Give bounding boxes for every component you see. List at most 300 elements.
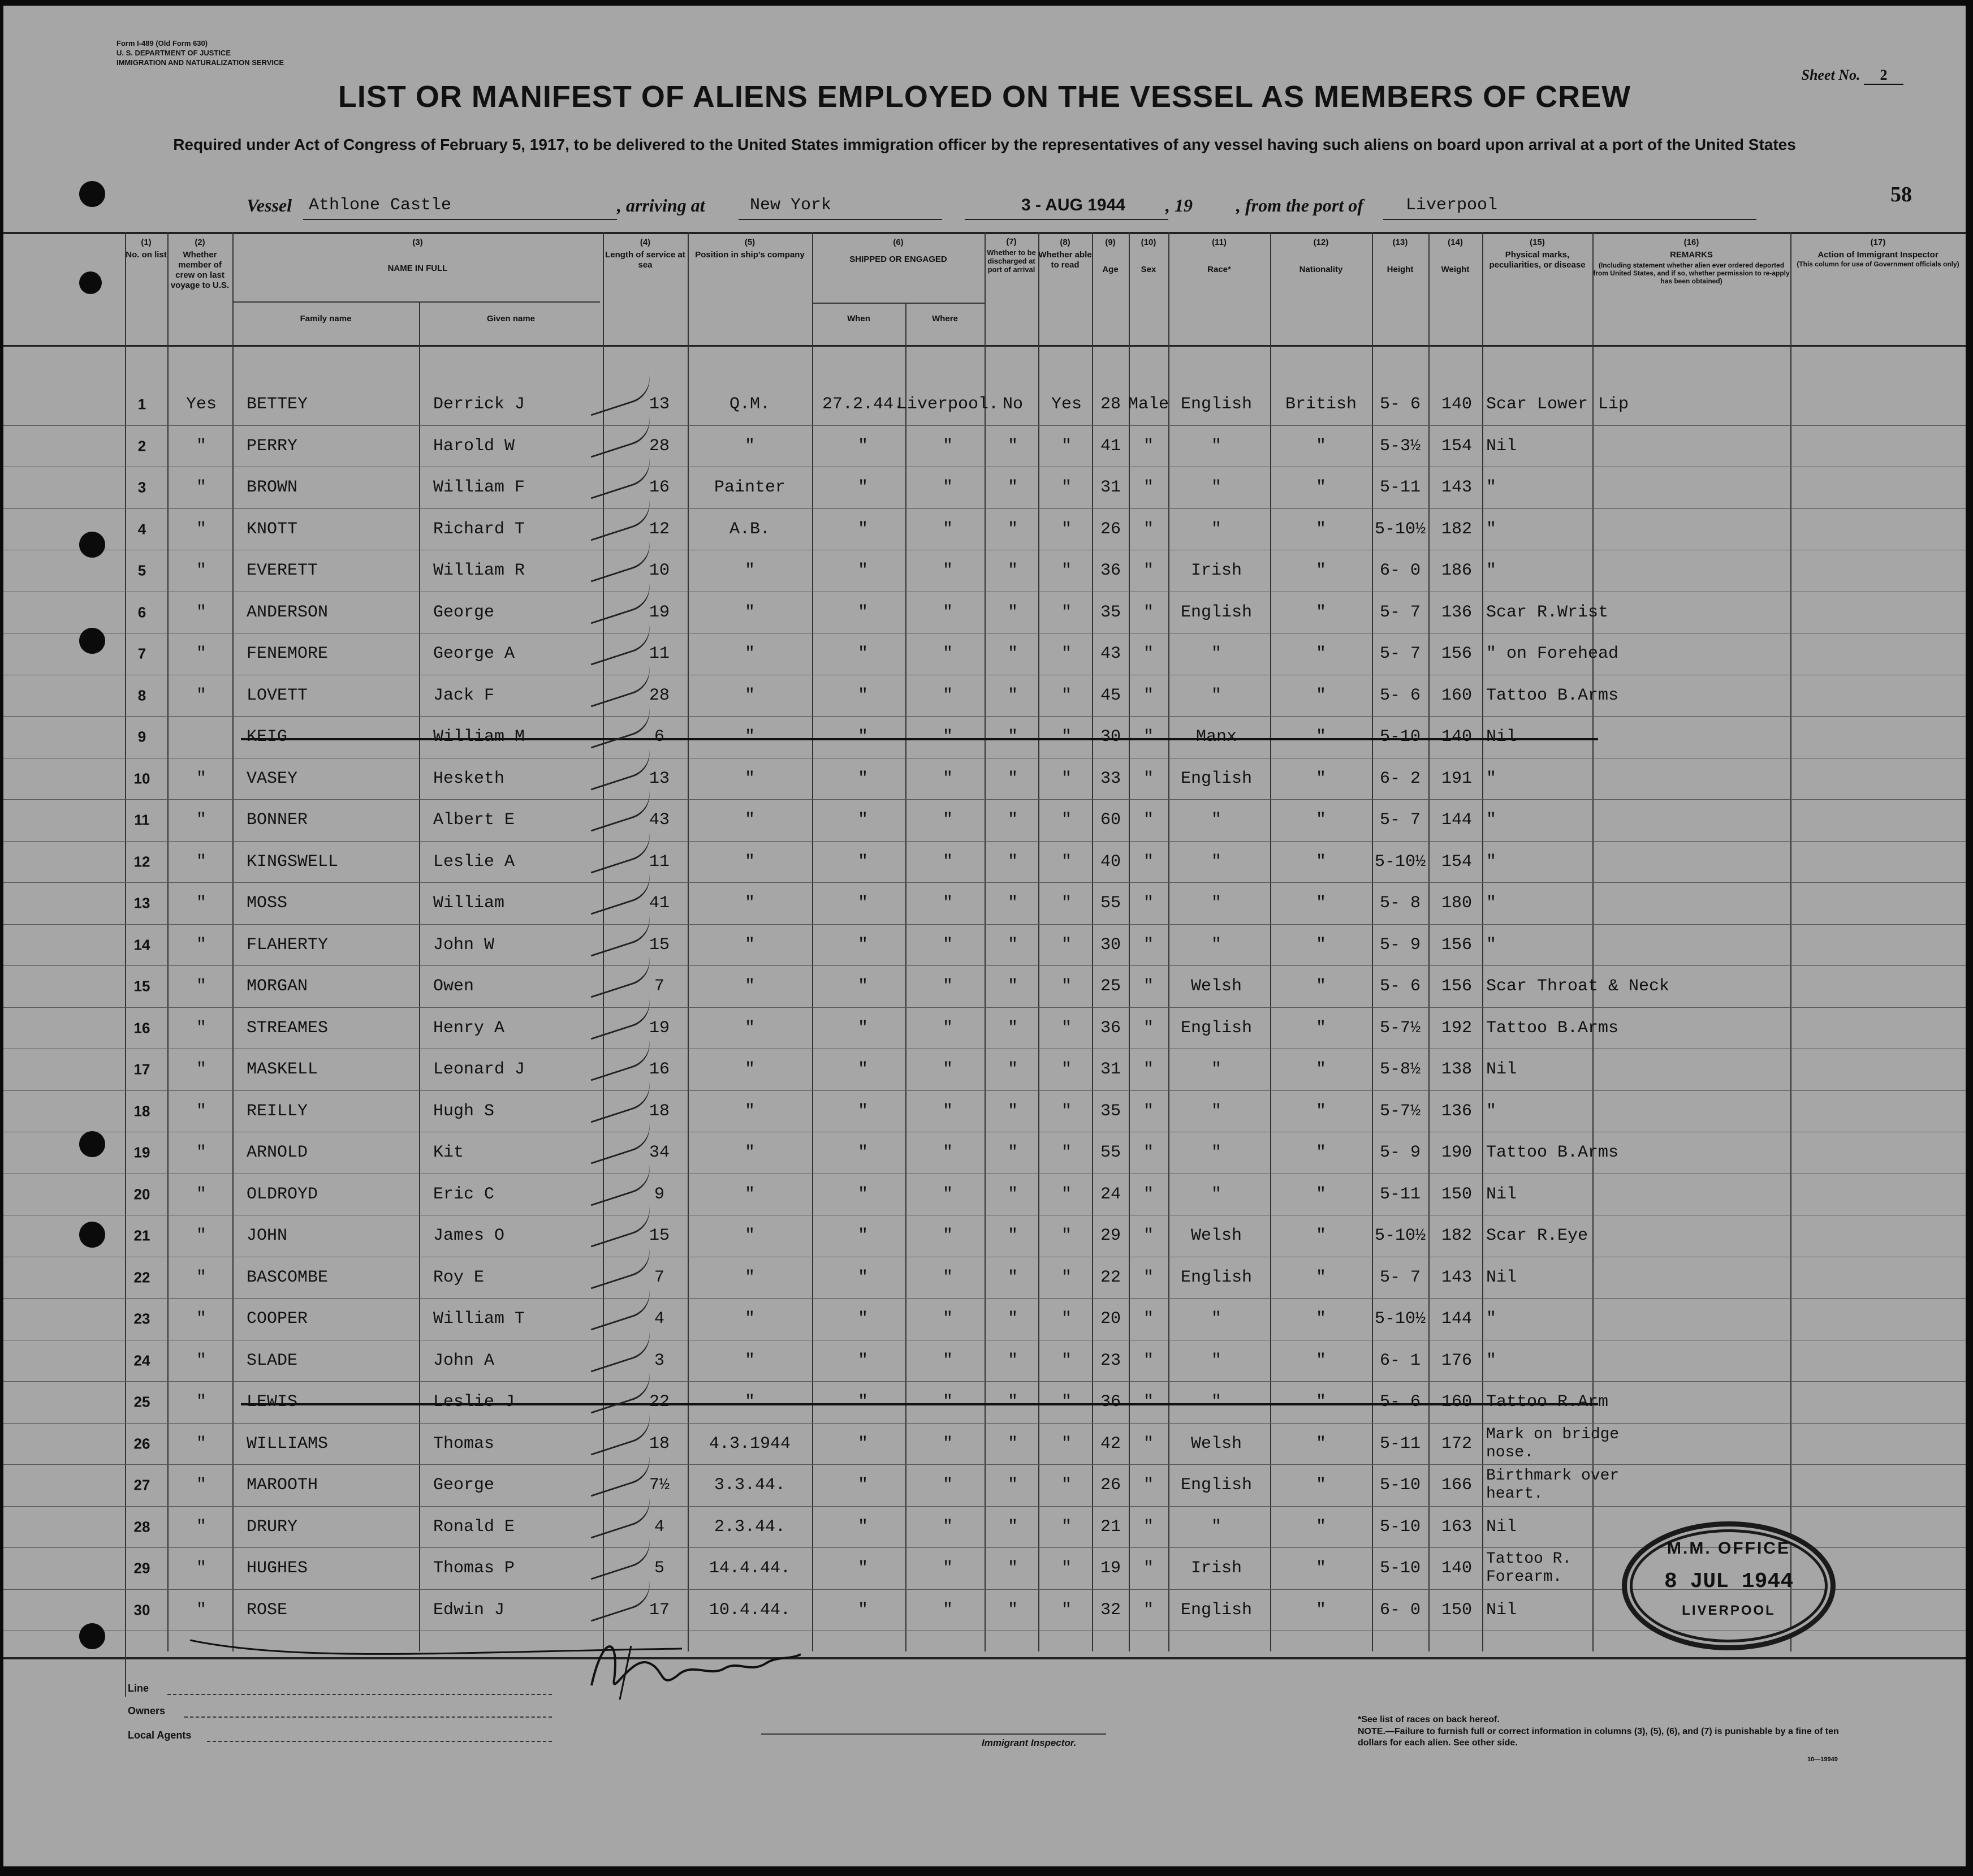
row-number: 17 <box>133 1060 150 1078</box>
able-to-read: " <box>1061 1559 1072 1578</box>
race: English <box>1180 1267 1253 1287</box>
able-to-read: " <box>1061 436 1072 456</box>
punch-hole <box>79 532 105 558</box>
age: 60 <box>1100 810 1121 830</box>
discharged: " <box>1007 1309 1018 1329</box>
shipped-where: " <box>942 727 953 747</box>
column-header: (8) Whether able to read <box>1038 238 1092 270</box>
position: 3.3.44. <box>714 1476 786 1495</box>
shipped-when: " <box>857 727 869 747</box>
length-of-service: 10 <box>649 561 670 580</box>
family-name: BONNER <box>247 810 308 830</box>
agents-label: Local Agents <box>128 1730 192 1741</box>
discharged: " <box>1007 1267 1018 1287</box>
row-number: 11 <box>134 811 150 829</box>
able-to-read: " <box>1061 1143 1072 1162</box>
column-header: (15) Physical marks, peculiarities, or disease <box>1489 238 1586 270</box>
check-mark <box>584 1411 655 1455</box>
check-mark <box>584 663 655 707</box>
weight: 143 <box>1441 478 1473 497</box>
race: " <box>1211 644 1222 663</box>
height: 5-10½ <box>1374 1309 1426 1329</box>
family-name: LOVETT <box>247 685 308 705</box>
vessel-label: Vessel <box>247 195 292 215</box>
race: Irish <box>1190 561 1242 580</box>
height: 5-10 <box>1379 1476 1421 1495</box>
family-name: ANDERSON <box>247 602 329 622</box>
position: " <box>744 561 755 580</box>
discharged: " <box>1007 561 1018 580</box>
previous-voyage: " <box>196 1392 207 1412</box>
able-to-read: " <box>1061 1600 1072 1620</box>
weight: 143 <box>1441 1267 1473 1287</box>
check-mark <box>584 1577 655 1621</box>
column-header: (12) Nationality <box>1299 238 1343 274</box>
able-to-read: " <box>1061 727 1072 747</box>
length-of-service: 28 <box>649 436 670 456</box>
sex: " <box>1143 769 1154 788</box>
family-name: OLDROYD <box>247 1184 318 1204</box>
length-of-service: 17 <box>649 1600 670 1620</box>
physical-marks: Nil <box>1486 727 1517 747</box>
manifest-sheet <box>3 6 1966 1866</box>
able-to-read: " <box>1061 1101 1072 1121</box>
able-to-read: " <box>1061 977 1072 996</box>
row-number: 15 <box>133 977 150 995</box>
nationality: " <box>1315 1184 1327 1204</box>
discharged: " <box>1007 1392 1018 1412</box>
column-header: (13) Height <box>1387 238 1414 274</box>
age: 29 <box>1100 1226 1121 1245</box>
able-to-read: " <box>1061 1434 1072 1454</box>
previous-voyage: Yes <box>185 395 217 414</box>
column-header: (1) No. on list <box>126 238 167 260</box>
column-header: (11) Race* <box>1207 238 1231 274</box>
weight: 150 <box>1441 1600 1473 1620</box>
discharged: " <box>1007 935 1018 955</box>
family-name: VASEY <box>247 769 298 788</box>
nationality: " <box>1315 1476 1327 1495</box>
given-name: William M <box>433 727 525 747</box>
able-to-read: " <box>1061 1226 1072 1245</box>
position: " <box>744 1143 755 1162</box>
sex: " <box>1143 1101 1154 1121</box>
nationality: " <box>1315 519 1327 539</box>
check-mark <box>584 1037 655 1081</box>
footnote-penalty: NOTE.—Failure to furnish full or correct information in columns (3), (5), (6), and (7) is punishable by a fine of ten dollars for each alien. See other side. <box>1358 1727 1839 1748</box>
position: " <box>744 852 755 872</box>
discharged: " <box>1007 644 1018 663</box>
vessel-name: Athlone Castle <box>309 196 452 215</box>
row-number: 27 <box>133 1476 150 1494</box>
length-of-service: 34 <box>649 1143 670 1162</box>
nationality: " <box>1315 1226 1327 1245</box>
nationality: " <box>1315 1392 1327 1412</box>
race: " <box>1211 519 1222 539</box>
length-of-service: 13 <box>649 395 670 414</box>
race: " <box>1211 1392 1222 1412</box>
stamp-text: M.M. OFFICE <box>1667 1539 1790 1558</box>
physical-marks: Tattoo R.Arm <box>1486 1392 1609 1412</box>
arriving-port: New York <box>750 196 832 215</box>
weight: 138 <box>1441 1060 1473 1079</box>
previous-voyage: " <box>196 644 207 663</box>
check-mark <box>584 871 655 915</box>
position: 10.4.44. <box>709 1600 791 1620</box>
weight: 156 <box>1441 935 1473 955</box>
family-name: PERRY <box>247 436 298 456</box>
form-id-line: IMMIGRATION AND NATURALIZATION SERVICE <box>116 58 284 67</box>
check-mark <box>584 538 655 583</box>
height: 5-10 <box>1379 727 1421 747</box>
check-mark <box>584 580 655 624</box>
punch-hole <box>79 1623 105 1649</box>
discharged: " <box>1007 478 1018 497</box>
race: Welsh <box>1190 977 1242 996</box>
row-divider <box>3 1007 1966 1008</box>
discharged: " <box>1007 1143 1018 1162</box>
position: " <box>744 1309 755 1329</box>
check-mark <box>584 1494 655 1538</box>
owners-label: Owners <box>128 1705 166 1717</box>
shipped-when: " <box>857 1060 869 1079</box>
able-to-read: " <box>1061 1476 1072 1495</box>
race: English <box>1180 1018 1253 1038</box>
length-of-service: 13 <box>649 769 670 788</box>
height: 5-11 <box>1379 1184 1421 1204</box>
position: " <box>744 810 755 830</box>
position: " <box>744 602 755 622</box>
able-to-read: " <box>1061 561 1072 580</box>
age: 30 <box>1100 727 1121 747</box>
discharged: " <box>1007 1600 1018 1620</box>
given-name: Leslie A <box>433 852 515 872</box>
page-title: LIST OR MANIFEST OF ALIENS EMPLOYED ON THE VESSEL AS MEMBERS OF CREW <box>338 80 1631 114</box>
nationality: " <box>1315 1267 1327 1287</box>
weight: 180 <box>1441 894 1473 913</box>
race: " <box>1211 1060 1222 1079</box>
discharged: " <box>1007 810 1018 830</box>
sheet-number-value: 2 <box>1864 67 1903 85</box>
row-number: 19 <box>133 1144 150 1161</box>
check-mark <box>584 1328 655 1372</box>
given-name: Kit <box>433 1143 464 1162</box>
shipped-where: " <box>942 685 953 705</box>
able-to-read: " <box>1061 935 1072 955</box>
age: 55 <box>1100 1143 1121 1162</box>
check-mark <box>584 1079 655 1123</box>
shipped-where: " <box>942 769 953 788</box>
nationality: " <box>1315 1517 1327 1537</box>
height: 5-10½ <box>1374 519 1426 539</box>
column-subheader: When <box>847 314 870 324</box>
physical-marks: Scar R.Wrist <box>1486 602 1609 622</box>
age: 28 <box>1100 395 1121 414</box>
previous-voyage: " <box>196 852 207 872</box>
age: 33 <box>1100 769 1121 788</box>
previous-voyage: " <box>196 602 207 622</box>
shipped-when: " <box>857 1392 869 1412</box>
inspector-label: Immigrant Inspector. <box>982 1737 1077 1748</box>
shipped-when: " <box>857 478 869 497</box>
race: " <box>1211 810 1222 830</box>
shipped-where: " <box>942 1226 953 1245</box>
shipped-where: " <box>942 1143 953 1162</box>
height: 5- 9 <box>1379 935 1421 955</box>
physical-marks: Tattoo R. Forearm. <box>1486 1550 1572 1586</box>
column-header: (17) Action of Immigrant Inspector (This column for use of Government officials only) <box>1797 238 1959 268</box>
previous-voyage: " <box>196 1184 207 1204</box>
nationality: " <box>1315 1101 1327 1121</box>
shipped-when: " <box>857 852 869 872</box>
position: " <box>744 1351 755 1370</box>
previous-voyage: " <box>196 1351 207 1370</box>
shipped-when: " <box>857 1351 869 1370</box>
race: " <box>1211 1351 1222 1370</box>
check-mark <box>584 746 655 790</box>
row-number: 1 <box>137 395 146 413</box>
given-name: Hesketh <box>433 769 505 788</box>
position: " <box>744 894 755 913</box>
family-name: MAROOTH <box>247 1476 318 1495</box>
weight: 160 <box>1441 685 1473 705</box>
nationality: " <box>1315 436 1327 456</box>
row-divider <box>3 1298 1966 1299</box>
race: " <box>1211 1143 1222 1162</box>
strike-through-line <box>241 738 1598 740</box>
family-name: BASCOMBE <box>247 1267 329 1287</box>
shipped-where: " <box>942 644 953 663</box>
given-name: William <box>433 894 505 913</box>
position: " <box>744 685 755 705</box>
nationality: " <box>1315 561 1327 580</box>
weight: 154 <box>1441 436 1473 456</box>
nationality: " <box>1315 852 1327 872</box>
length-of-service: 7½ <box>649 1476 670 1495</box>
page-subtitle: Required under Act of Congress of February 5, 1917, to be delivered to the United States immigration officer by the representatives of any vessel having such aliens on board upon arrival at a port of the United States <box>173 136 1796 153</box>
row-number: 6 <box>137 603 146 620</box>
shipped-when: " <box>857 644 869 663</box>
family-name: ARNOLD <box>247 1143 308 1162</box>
family-name: KNOTT <box>247 519 298 539</box>
family-name: MORGAN <box>247 977 308 996</box>
physical-marks: " on Forehead <box>1486 644 1619 663</box>
check-mark <box>584 1204 655 1248</box>
length-of-service: 11 <box>649 852 670 872</box>
length-of-service: 19 <box>649 1018 670 1038</box>
length-of-service: 15 <box>649 1226 670 1245</box>
able-to-read: " <box>1061 894 1072 913</box>
height: 5- 6 <box>1379 1392 1421 1412</box>
nationality: " <box>1315 1143 1327 1162</box>
row-number: 5 <box>137 562 146 579</box>
sex: " <box>1143 1309 1154 1329</box>
physical-marks: " <box>1486 1309 1497 1329</box>
shipped-when: " <box>857 519 869 539</box>
discharged: No <box>1002 395 1024 414</box>
sex: " <box>1143 1559 1154 1578</box>
physical-marks: " <box>1486 1351 1497 1370</box>
previous-voyage: " <box>196 1018 207 1038</box>
previous-voyage: " <box>196 977 207 996</box>
nationality: " <box>1315 1559 1327 1578</box>
physical-marks: Nil <box>1486 1060 1517 1079</box>
shipped-when: " <box>857 1434 869 1454</box>
check-mark <box>584 1162 655 1206</box>
page-number: 58 <box>1890 183 1912 206</box>
column-header: (14) Weight <box>1441 238 1470 274</box>
nationality: " <box>1315 685 1327 705</box>
race: " <box>1211 436 1222 456</box>
position: " <box>744 1267 755 1287</box>
position: 2.3.44. <box>714 1517 786 1537</box>
previous-voyage: " <box>196 1267 207 1287</box>
weight: 140 <box>1441 395 1473 414</box>
row-divider <box>3 1464 1966 1465</box>
nationality: " <box>1315 935 1327 955</box>
age: 55 <box>1100 894 1121 913</box>
weight: 150 <box>1441 1184 1473 1204</box>
check-mark <box>584 372 655 416</box>
age: 21 <box>1100 1517 1121 1537</box>
row-divider <box>3 924 1966 925</box>
column-header: (9) Age <box>1102 238 1119 274</box>
position: Q.M. <box>729 395 771 414</box>
previous-voyage: " <box>196 1226 207 1245</box>
from-port: Liverpool <box>1406 196 1498 215</box>
check-mark <box>584 455 655 499</box>
physical-marks: Birthmark over heart. <box>1486 1467 1620 1503</box>
shipped-where: " <box>942 1309 953 1329</box>
height: 6- 2 <box>1379 769 1421 788</box>
punch-hole <box>79 181 105 207</box>
check-mark <box>584 1287 655 1331</box>
shipped-where: " <box>942 561 953 580</box>
discharged: " <box>1007 769 1018 788</box>
age: 36 <box>1100 1392 1121 1412</box>
able-to-read: " <box>1061 1184 1072 1204</box>
length-of-service: 16 <box>649 478 670 497</box>
shipped-where: " <box>942 478 953 497</box>
discharged: " <box>1007 977 1018 996</box>
able-to-read: " <box>1061 644 1072 663</box>
check-mark <box>584 829 655 873</box>
race: Manx <box>1195 727 1237 747</box>
given-name: George <box>433 1476 495 1495</box>
age: 45 <box>1100 685 1121 705</box>
shipped-when: " <box>857 935 869 955</box>
row-number: 29 <box>133 1559 150 1577</box>
arrival-date: 3 - AUG 1944 <box>1021 196 1125 214</box>
check-mark <box>584 995 655 1040</box>
family-name: SLADE <box>247 1351 298 1370</box>
discharged: " <box>1007 1018 1018 1038</box>
shipped-where: " <box>942 1267 953 1287</box>
shipped-when: " <box>857 602 869 622</box>
age: 26 <box>1100 1476 1121 1495</box>
family-name: EVERETT <box>247 561 318 580</box>
sex: " <box>1143 852 1154 872</box>
shipped-where: " <box>942 1392 953 1412</box>
previous-voyage: " <box>196 1517 207 1537</box>
check-mark <box>584 1453 655 1497</box>
race: English <box>1180 1476 1253 1495</box>
age: 19 <box>1100 1559 1121 1578</box>
race: " <box>1211 1184 1222 1204</box>
discharged: " <box>1007 519 1018 539</box>
age: 40 <box>1100 852 1121 872</box>
shipped-when: " <box>857 1143 869 1162</box>
height: 5- 9 <box>1379 1143 1421 1162</box>
shipped-when: " <box>857 1184 869 1204</box>
length-of-service: 12 <box>649 519 670 539</box>
row-divider <box>3 1090 1966 1091</box>
row-number: 8 <box>137 687 146 704</box>
weight: 156 <box>1441 977 1473 996</box>
row-number: 24 <box>133 1352 150 1369</box>
length-of-service: 18 <box>649 1101 670 1121</box>
position: " <box>744 644 755 663</box>
sex: " <box>1143 1434 1154 1454</box>
row-number: 30 <box>133 1601 150 1618</box>
nationality: " <box>1315 727 1327 747</box>
age: 31 <box>1100 478 1121 497</box>
sex: " <box>1143 1476 1154 1495</box>
race: Welsh <box>1190 1434 1242 1454</box>
position: " <box>744 1184 755 1204</box>
given-name: Edwin J <box>433 1600 505 1620</box>
able-to-read: " <box>1061 1517 1072 1537</box>
age: 35 <box>1100 1101 1121 1121</box>
row-divider <box>3 965 1966 966</box>
race: " <box>1211 685 1222 705</box>
check-mark <box>584 1370 655 1414</box>
height: 5-11 <box>1379 1434 1421 1454</box>
row-number: 18 <box>133 1102 150 1119</box>
shipped-when: " <box>857 1267 869 1287</box>
height: 5-3½ <box>1379 436 1421 456</box>
family-name: MOSS <box>247 894 288 913</box>
nationality: " <box>1315 1018 1327 1038</box>
family-name: BROWN <box>247 478 298 497</box>
length-of-service: 9 <box>654 1184 665 1204</box>
position: A.B. <box>729 519 771 539</box>
shipped-where: " <box>942 1517 953 1537</box>
height: 6- 0 <box>1379 1600 1421 1620</box>
age: 25 <box>1100 977 1121 996</box>
column-subheader: Given name <box>486 314 536 324</box>
physical-marks: Tattoo B.Arms <box>1486 1018 1619 1038</box>
row-number: 10 <box>133 770 150 787</box>
height: 5- 7 <box>1379 810 1421 830</box>
physical-marks: " <box>1486 894 1497 913</box>
line-label: Line <box>128 1683 149 1694</box>
check-mark <box>584 705 655 749</box>
physical-marks: " <box>1486 769 1497 788</box>
discharged: " <box>1007 602 1018 622</box>
row-divider <box>3 508 1966 509</box>
height: 5-10½ <box>1374 852 1426 872</box>
nationality: " <box>1315 1060 1327 1079</box>
length-of-service: 15 <box>649 935 670 955</box>
physical-marks: Nil <box>1486 1184 1517 1204</box>
age: 43 <box>1100 644 1121 663</box>
nationality: " <box>1315 1434 1327 1454</box>
previous-voyage: " <box>196 769 207 788</box>
shipped-when: " <box>857 1476 869 1495</box>
shipped-when: " <box>857 1101 869 1121</box>
height: 5- 7 <box>1379 1267 1421 1287</box>
